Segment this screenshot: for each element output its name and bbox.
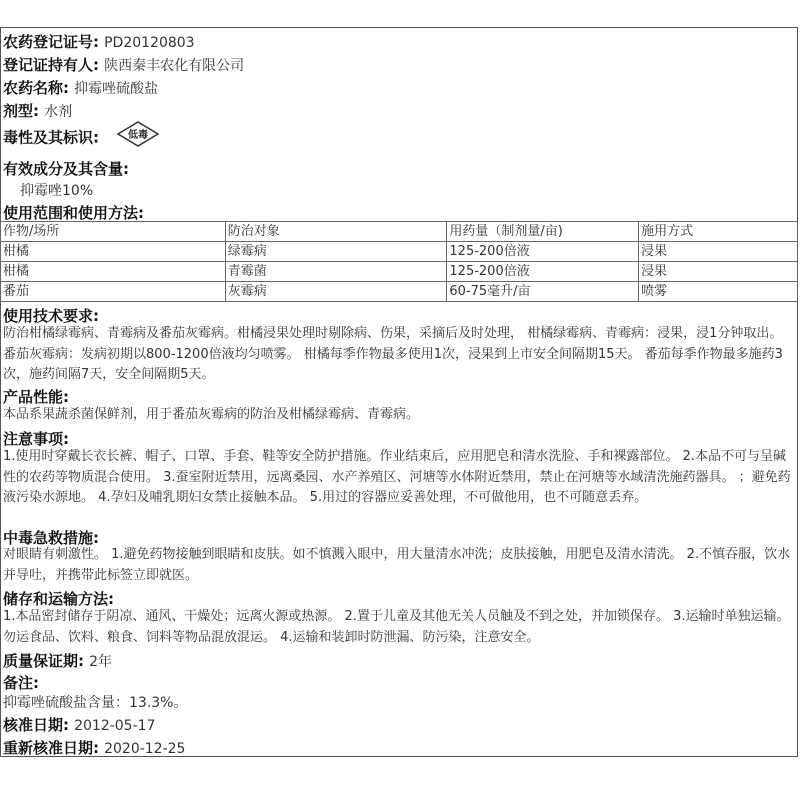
header-method: 施用方式 bbox=[639, 222, 798, 242]
low-toxicity-diamond-icon bbox=[116, 120, 160, 152]
cell-crop: 番茄 bbox=[1, 282, 226, 302]
remarks-text: 抑霉唑硫酸盐含量：13.3%。 bbox=[3, 695, 188, 711]
table-row bbox=[1, 262, 798, 282]
cell-target: 绿霉病 bbox=[225, 242, 447, 262]
remarks-heading: 备注: bbox=[3, 674, 39, 692]
storage-text: 1.本品密封储存于阴凉、通风、干燥处；远离火源或热源。 2.置于儿童及其他无关人员触及不到之处，并加锁保存。 3.运输时单独运输。勿运食品、饮料、粮食、饲料等物品混放混运。 4.运输和装卸时防泄漏、防污染，注意安全。 bbox=[3, 609, 790, 645]
registration-number-row bbox=[3, 31, 195, 52]
cell-method: 浸果 bbox=[639, 262, 798, 282]
cell-dosage: 125-200倍液 bbox=[447, 242, 639, 262]
toxicity-badge-text: 低毒 bbox=[128, 130, 149, 141]
cell-crop: 柑橘 bbox=[1, 242, 226, 262]
header-target: 防治对象 bbox=[225, 222, 447, 242]
technique-text: 防治柑橘绿霉病、青霉病及番茄灰霉病。柑橘浸果处理时剔除病、伤果，采摘后及时处理， 柑橘绿霉病、青霉病：浸果，浸1分钟取出。番茄灰霉病：发病初期以800-1200倍液均匀喷雾。 柑橘每季作物最多使用1次，浸果到上市安全间隔期15天。 番茄每季作物最多施药3次，施药间隔7天，安全间隔期5天。 bbox=[3, 326, 783, 382]
performance-text: 本品系果蔬杀菌保鲜剂，用于番茄灰霉病的防治及柑橘绿霉病、青霉病。 bbox=[3, 407, 420, 422]
storage-heading: 储存和运输方法: bbox=[3, 590, 114, 608]
cell-target: 青霉菌 bbox=[225, 262, 447, 282]
first-aid-text: 对眼睛有刺激性。 1.避免药物接触到眼睛和皮肤。如不慎溅入眼中，用大量清水冲洗；皮肤接触，用肥皂及清水清洗。 2.不慎吞服，饮水并导吐，并携带此标签立即就医。 bbox=[3, 547, 791, 583]
table-row bbox=[1, 242, 798, 262]
ingredient-heading: 有效成分及其含量: bbox=[3, 160, 129, 178]
pesticide-name-row bbox=[3, 77, 158, 98]
toxicity-label: 毒性及其标识: bbox=[3, 128, 99, 147]
registration-holder-label: 登记证持有人: bbox=[3, 56, 99, 74]
usage-table-header-row bbox=[1, 222, 798, 242]
cell-crop: 柑橘 bbox=[1, 262, 226, 282]
precautions-heading: 注意事项: bbox=[3, 430, 69, 448]
technique-heading: 使用技术要求: bbox=[3, 307, 99, 325]
approval-date-label: 核准日期: bbox=[3, 716, 69, 734]
pesticide-name-label: 农药名称: bbox=[3, 79, 69, 97]
registration-holder-row bbox=[3, 54, 244, 75]
precautions-text: 1.使用时穿戴长衣长裤、帽子、口罩、手套、鞋等安全防护措施。作业结束后，应用肥皂和清水洗脸、手和裸露部位。 2.本品不可与呈碱性的农药等物质混合使用。 3.蚕室附近禁用，远离桑园、水产养殖区、河塘等水体附近禁用，禁止在河塘等水域清洗施药器具。 ；避免药液污染水源地。 4.孕妇及哺乳期妇女禁止接触本品。 5.用过的容器应妥善处理，不可做他用，也不可随意丢弃。 bbox=[3, 449, 791, 505]
reapproval-date-row bbox=[3, 737, 185, 758]
header-dosage: 用药量（制剂量/亩) bbox=[447, 222, 639, 242]
shelf-life-row bbox=[3, 650, 112, 671]
pesticide-name-value: 抑霉唑硫酸盐 bbox=[74, 81, 159, 97]
first-aid-heading: 中毒急救措施: bbox=[3, 529, 99, 547]
table-row bbox=[1, 282, 798, 302]
shelf-life-label: 质量保证期: bbox=[3, 652, 84, 670]
cell-dosage: 60-75毫升/亩 bbox=[447, 282, 639, 302]
performance-heading: 产品性能: bbox=[3, 388, 69, 406]
registration-number-label: 农药登记证号: bbox=[3, 33, 99, 51]
formulation-label: 剂型: bbox=[3, 102, 39, 120]
reapproval-date-value: 2020-12-25 bbox=[104, 741, 186, 757]
approval-date-row bbox=[3, 714, 155, 735]
ingredient-value: 抑霉唑10% bbox=[20, 183, 94, 199]
formulation-value: 水剂 bbox=[44, 104, 73, 120]
usage-heading: 使用范围和使用方法: bbox=[3, 204, 144, 222]
cell-dosage: 125-200倍液 bbox=[447, 262, 639, 282]
cell-target: 灰霉病 bbox=[225, 282, 447, 302]
cell-method: 浸果 bbox=[639, 242, 798, 262]
cell-method: 喷雾 bbox=[639, 282, 798, 302]
approval-date-value: 2012-05-17 bbox=[74, 718, 156, 734]
registration-number-value: PD20120803 bbox=[104, 35, 195, 51]
shelf-life-value: 2年 bbox=[89, 654, 113, 670]
reapproval-date-label: 重新核准日期: bbox=[3, 739, 99, 757]
header-crop: 作物/场所 bbox=[1, 222, 226, 242]
toxicity-row bbox=[3, 122, 160, 154]
formulation-row bbox=[3, 100, 72, 121]
registration-holder-value: 陕西秦丰农化有限公司 bbox=[104, 58, 245, 74]
usage-table bbox=[0, 221, 798, 302]
